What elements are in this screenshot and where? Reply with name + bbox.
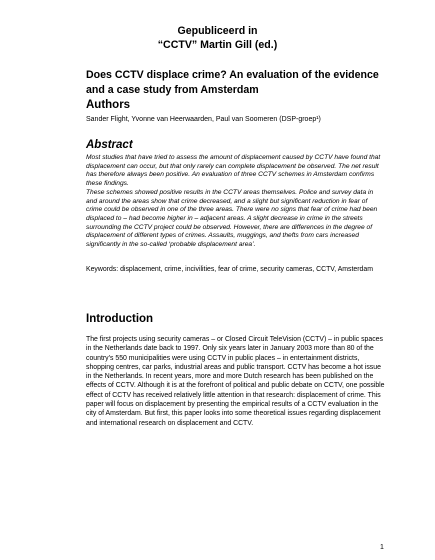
authors-heading: Authors xyxy=(86,99,131,111)
abstract-heading: Abstract xyxy=(86,139,133,151)
publication-line-2: “CCTV” Martin Gill (ed.) xyxy=(157,39,278,51)
keywords: Keywords: displacement, crime, incivilities, fear of crime, security cameras, CCTV, Amsterdam xyxy=(86,266,373,273)
abstract-paragraph-2: These schemes showed positive results in the CCTV areas themselves. Police and survey data in and around the areas show that crime decreased, and a slight but significant reduction in fear of crime could be observed in one of the three areas. There were no signs that fear of crime had been displaced to – had become higher in – adjacent areas. A slight decrease in crime in the streets surrounding the CCTV project could be observed. However, there are differences in the degree of displacement of different types of crimes. Assaults, muggings, and thefts from cars increased significantly in the so-called ‘probable displacement area’. xyxy=(86,188,378,249)
authors-list: Sander Flight, Yvonne van Heerwaarden, Paul van Soomeren (DSP-groep¹) xyxy=(86,116,321,123)
abstract-body xyxy=(86,154,382,250)
paper-title: Does CCTV displace crime? An evaluation of the evidence and a case study from Amsterdam xyxy=(86,69,379,96)
page-number: 1 xyxy=(380,544,384,551)
publication-line-1: Gepubliceerd in xyxy=(177,25,258,37)
introduction-paragraph: The first projects using security cameras – or Closed Circuit TeleVision (CCTV) – in public spaces in the Netherlands date back to 1997. Only six years later in January 2003 more than 80 of the country’s 550 municipalities were using CCTV in public places – in entertainment districts, shopping centres, car parks, industrial areas and public transport. CCTV has become a hot issue in the Netherlands. In recent years, more and more Dutch research has been published on the effects of CCTV. Although it is at the forefront of political and public debate on CCTV, one possible effect of CCTV has received relatively little attention in that research: displacement of crime. This paper will focus on displacement by presenting the empirical results of a CCTV evaluation in the city of Amsterdam. But first, this paper looks into some theoretical issues regarding displacement and international research on displacement and CCTV. xyxy=(86,336,385,427)
publication-header xyxy=(0,24,435,52)
introduction-heading: Introduction xyxy=(86,313,154,325)
abstract-paragraph-1: Most studies that have tried to assess the amount of displacement caused by CCTV have found that displacement can occur, but that only rarely can complete displacement be observed. The net result has therefore always been positive. An evaluation of three CCTV schemes in Amsterdam confirms these findings. xyxy=(86,154,381,188)
